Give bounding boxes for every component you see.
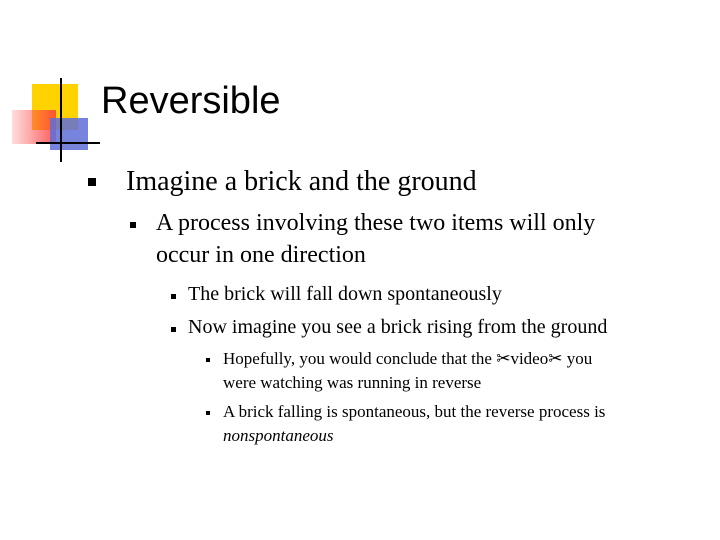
- bullet-level2-text-line1: A process involving these two items will only: [156, 210, 596, 236]
- bullet-level4-text-1-line1: Hopefully, you would conclude that the ✂video✂ you: [223, 349, 593, 368]
- bullet-level2-text-line2: occur in one direction: [156, 242, 366, 268]
- bullet-level4-text-1-line2: were watching was running in reverse: [223, 373, 482, 392]
- bullet-marker-level3-2: [171, 327, 176, 332]
- bullet-level1-text: Imagine a brick and the ground: [126, 166, 477, 197]
- bullet-marker-level1: [88, 178, 96, 186]
- bullet-level3-text-1: The brick will fall down spontaneously: [188, 283, 502, 305]
- bullet-marker-level3-1: [171, 294, 176, 299]
- bullet-level4-text-2-line1: A brick falling is spontaneous, but the reverse process is: [223, 402, 606, 421]
- title-logo-decoration: [0, 0, 100, 170]
- logo-vertical-line: [60, 78, 62, 162]
- bullet-level4-text-2-line2: nonspontaneous: [223, 426, 334, 445]
- bullet-marker-level2: [130, 222, 136, 228]
- logo-horizontal-line: [36, 142, 100, 144]
- bullet-marker-level4-1: [206, 358, 210, 362]
- slide-title: Reversible: [101, 80, 281, 122]
- logo-blue-square: [50, 118, 88, 150]
- bullet-marker-level4-2: [206, 411, 210, 415]
- bullet-level3-text-2: Now imagine you see a brick rising from the ground: [188, 316, 608, 338]
